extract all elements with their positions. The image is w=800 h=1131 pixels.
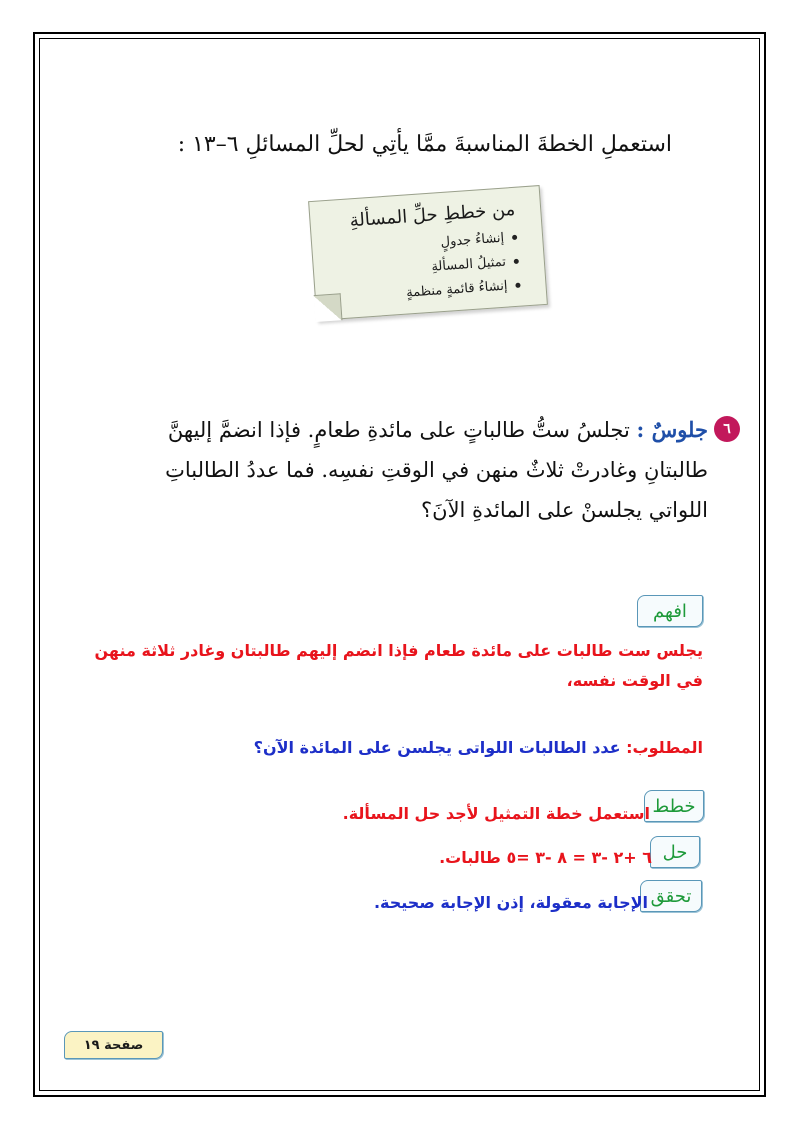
note-title: من خططِ حلِّ المسألةِ <box>349 198 516 232</box>
check-tag: تحقق <box>640 880 702 912</box>
required-label: المطلوب: <box>626 738 703 757</box>
note-item: إنشاءُ قائمةٍ منظمةٍ <box>354 274 521 310</box>
bullet-icon <box>512 235 517 240</box>
note-item: إنشاءُ جدولٍ <box>351 226 518 262</box>
problem-keyword: جلوسٌ : <box>636 417 708 442</box>
note-curl-icon <box>314 293 343 322</box>
problem-6 <box>108 410 731 530</box>
understand-text: يجلس ست طالبات على مائدة طعام فإذا انضم إليهم طالبتان وغادر ثلاثة منهن في الوقت نفسه، <box>94 641 703 690</box>
problem-number-badge: ٦ <box>714 416 740 442</box>
required-line <box>83 738 703 757</box>
strategy-note <box>308 185 548 321</box>
solve-text: ٦ +٢ -٣ = ٨ -٣ =٥ طالبات. <box>439 848 652 867</box>
understand-tag: افهم <box>637 595 703 627</box>
instruction-heading: استعملِ الخطةَ المناسبةَ ممَّا يأتِي لحلِّ المسائلِ ٦–١٣ : <box>177 132 672 157</box>
plan-tag: خطط <box>644 790 704 822</box>
page-number-label: صفحة ١٩ <box>64 1031 163 1059</box>
required-text: عدد الطالبات اللواتى يجلسن على المائدة الآن؟ <box>253 738 621 757</box>
problem-text: تجلسُ ستُّ طالباتٍ على مائدةِ طعامٍ. فإذا انضمَّ إليهنَّ طالبتانِ وغادرتْ ثلاثٌ منهن في الوقتِ نفسِه. فما عددُ الطالباتِ اللواتي يجلسنْ على المائدةِ الآنَ؟ <box>165 418 708 522</box>
plan-text: استعمل خطة التمثيل لأجد حل المسألة. <box>342 804 650 823</box>
bullet-icon <box>515 283 520 288</box>
solve-tag: حل <box>650 836 700 868</box>
check-text: الإجابة معقولة، إذن الإجابة صحيحة. <box>373 893 648 912</box>
note-item: تمثيلُ المسألةِ <box>353 250 520 286</box>
note-body <box>349 199 521 309</box>
bullet-icon <box>514 259 519 264</box>
